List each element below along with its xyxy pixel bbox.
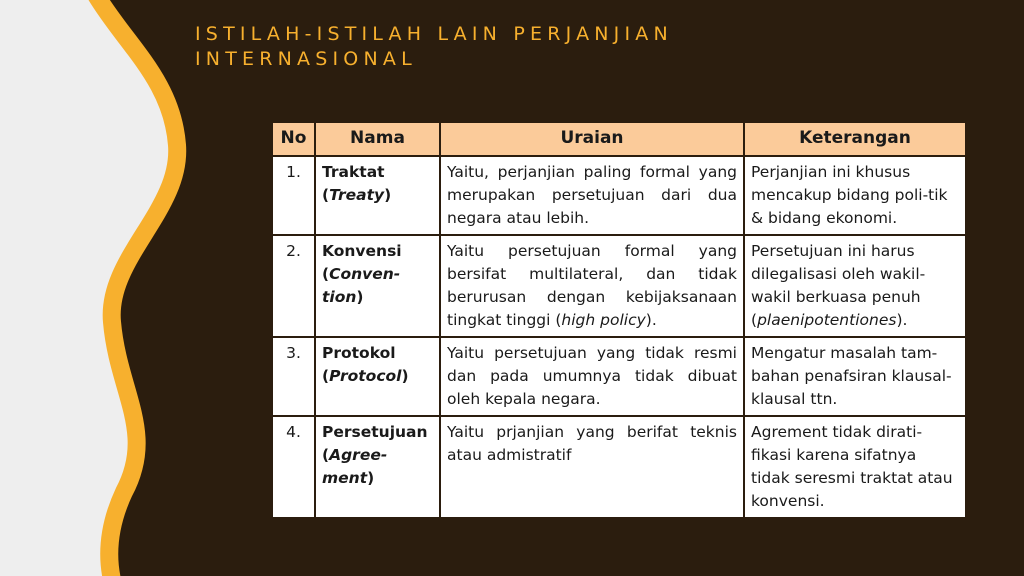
nama-english: Treaty xyxy=(329,186,385,204)
cell-nama: Protokol (Protocol) xyxy=(315,337,440,416)
cell-nama: Traktat (Treaty) xyxy=(315,156,440,235)
table-row xyxy=(272,235,966,337)
cell-keterangan: Mengatur masalah tam-bahan penafsiran klausal-klausal ttn. xyxy=(744,337,966,416)
cell-uraian: Yaitu prjanjian yang berifat teknis atau admistratif xyxy=(440,416,744,518)
table-row xyxy=(272,416,966,518)
terms-table xyxy=(271,121,967,519)
nama-english: Agree-ment xyxy=(322,446,388,487)
nama-text: Traktat xyxy=(322,163,385,181)
header-nama: Nama xyxy=(315,122,440,156)
ket-tail: ). xyxy=(896,311,908,329)
cell-no: 4. xyxy=(272,416,315,518)
ket-emphasis: plaenipotentiones xyxy=(757,311,897,329)
cell-uraian: Yaitu, perjanjian paling formal yang merupakan persetujuan dari dua negara atau lebih. xyxy=(440,156,744,235)
slide-title xyxy=(195,22,995,72)
cell-nama: Konvensi (Conven-tion) xyxy=(315,235,440,337)
nama-english: Protocol xyxy=(329,367,402,385)
uraian-tail: ). xyxy=(645,311,657,329)
slide-title-line-2: INTERNASIONAL xyxy=(195,48,417,70)
nama-text: Protokol xyxy=(322,344,396,362)
header-uraian: Uraian xyxy=(440,122,744,156)
header-no: No xyxy=(272,122,315,156)
ket-text: Persetujuan ini harus dilegalisasi oleh wakil-wakil berkuasa penuh ( xyxy=(751,242,926,329)
slide-title-line-1: ISTILAH-ISTILAH LAIN PERJANJIAN xyxy=(195,23,673,45)
uraian-emphasis: high policy xyxy=(561,311,646,329)
nama-english: Conven-tion xyxy=(322,265,401,306)
cell-keterangan: Perjanjian ini khusus mencakup bidang poli-tik & bidang ekonomi. xyxy=(744,156,966,235)
cell-nama: Persetujuan (Agree-ment) xyxy=(315,416,440,518)
table-row xyxy=(272,337,966,416)
header-keterangan: Keterangan xyxy=(744,122,966,156)
table-header-row xyxy=(272,122,966,156)
cell-uraian xyxy=(440,235,744,337)
cell-no: 3. xyxy=(272,337,315,416)
cell-keterangan: Agrement tidak dirati-fikasi karena sifatnya tidak seresmi traktat atau konvensi. xyxy=(744,416,966,518)
nama-text: Konvensi xyxy=(322,242,402,260)
table-row xyxy=(272,156,966,235)
cell-no: 2. xyxy=(272,235,315,337)
nama-text: Persetujuan xyxy=(322,423,428,441)
cell-no: 1. xyxy=(272,156,315,235)
cell-uraian: Yaitu persetujuan yang tidak resmi dan pada umumnya tidak dibuat oleh kepala negara. xyxy=(440,337,744,416)
cell-keterangan xyxy=(744,235,966,337)
uraian-text: Yaitu persetujuan formal yang bersifat multilateral, dan tidak berurusan dengan kebijaksanaan tingkat tinggi ( xyxy=(447,242,737,329)
wave-decoration xyxy=(0,0,240,576)
